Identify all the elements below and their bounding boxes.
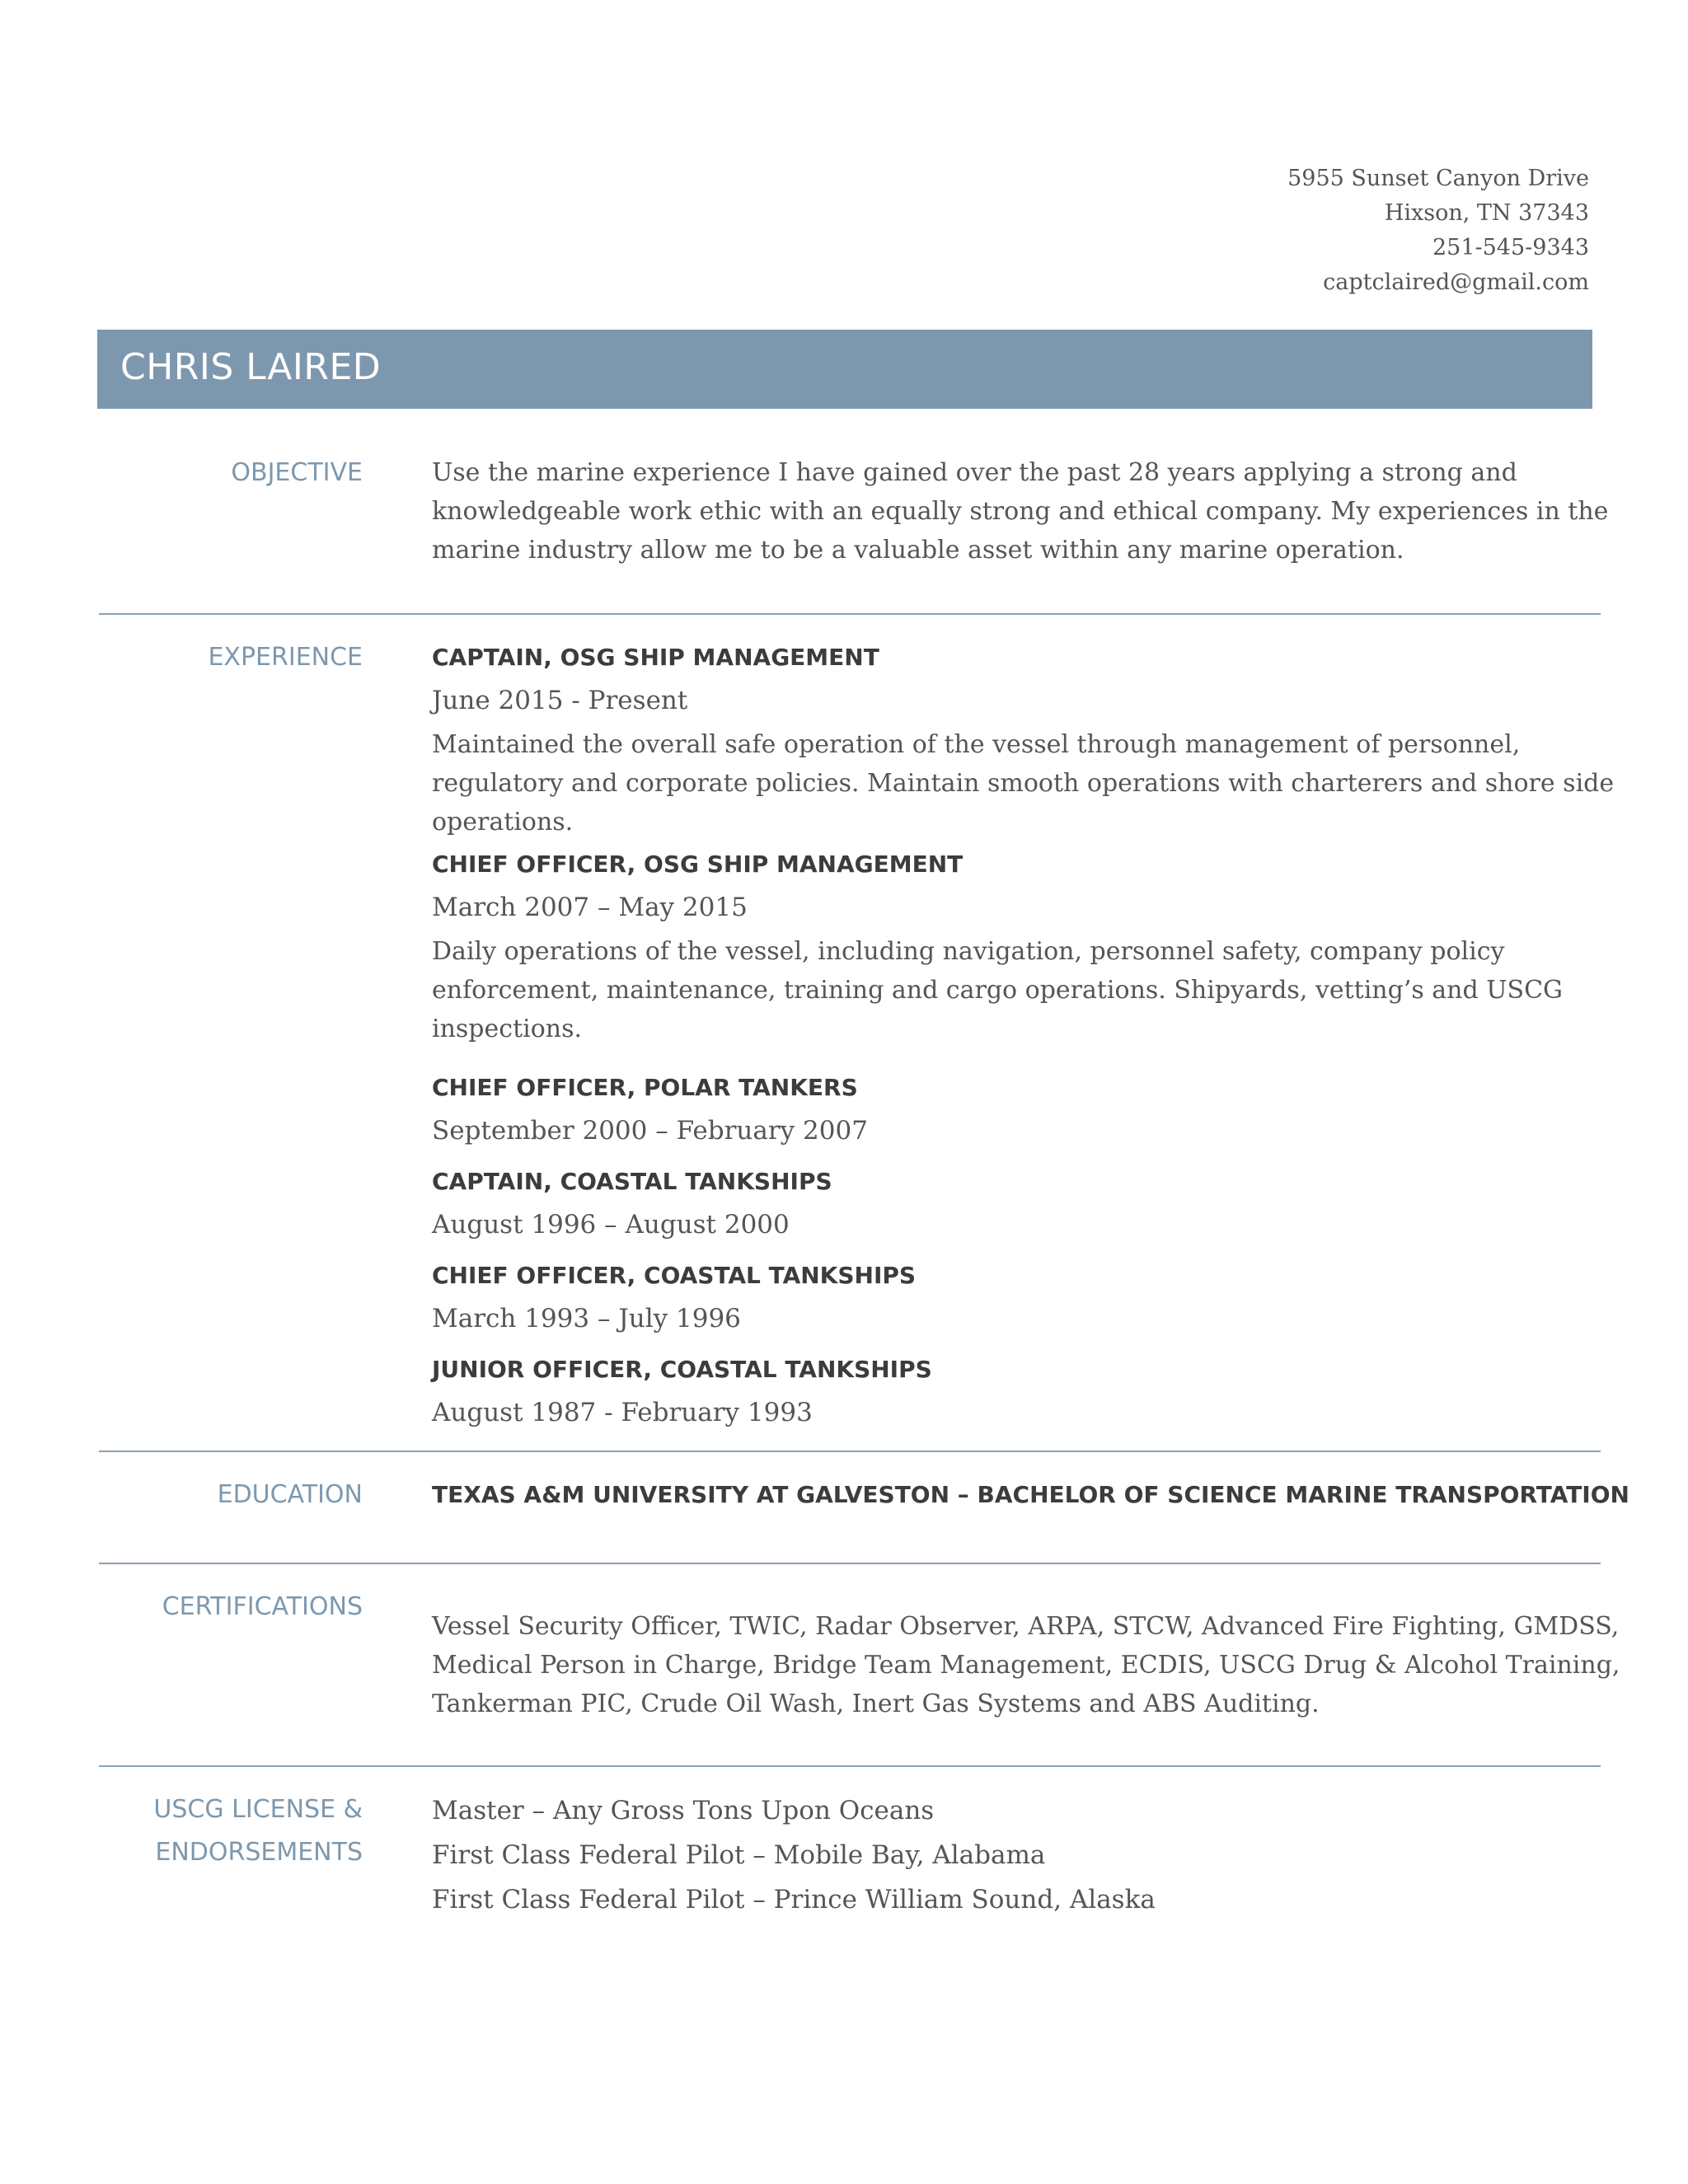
- section-divider: [99, 1451, 1601, 1452]
- section-divider: [99, 1563, 1601, 1564]
- job-dates: March 2007 – May 2015: [432, 893, 748, 922]
- phone-number: 251-545-9343: [1432, 235, 1589, 260]
- objective-text: Use the marine experience I have gained over the past 28 years applying a strong and knowledgeable work ethic with an equally strong and ethical company. My experiences in the marine industry allow me to be a valuable asset within any marine operation.: [432, 458, 1609, 565]
- job-title: CHIEF OFFICER, COASTAL TANKSHIPS: [432, 1262, 917, 1289]
- objective-label: OBJECTIVE: [231, 458, 363, 487]
- candidate-name: CHRIS LAIRED: [120, 346, 382, 388]
- certifications-label: CERTIFICATIONS: [162, 1592, 363, 1621]
- job-title: JUNIOR OFFICER, COASTAL TANKSHIPS: [432, 1356, 932, 1383]
- education-degree: TEXAS A&M UNIVERSITY AT GALVESTON – BACHELOR OF SCIENCE MARINE TRANSPORTATION: [432, 1481, 1629, 1508]
- job-entry: [432, 1353, 1635, 1431]
- license-label-line-1: USCG LICENSE &: [153, 1795, 363, 1824]
- job-title: CAPTAIN, COASTAL TANKSHIPS: [432, 1168, 832, 1195]
- name-banner: [97, 330, 1592, 409]
- license-item: Master – Any Gross Tons Upon Oceans: [432, 1796, 935, 1825]
- license-item: First Class Federal Pilot – Prince William Sound, Alaska: [432, 1885, 1156, 1915]
- job-description: Maintained the overall safe operation of the vessel through management of personnel, regulatory and corporate policies. Maintain smooth operations with charterers and shore side operations.: [432, 730, 1615, 837]
- certifications-text: Vessel Security Officer, TWIC, Radar Observer, ARPA, STCW, Advanced Fire Fighting, GMDSS, Medical Person in Charge, Bridge Team Management, ECDIS, USCG Drug & Alcohol Training, Tankerman PIC, Crude Oil Wash, Inert Gas Systems and ABS Auditing.: [432, 1612, 1620, 1718]
- job-dates: September 2000 – February 2007: [432, 1116, 868, 1146]
- email-address: captclaired@gmail.com: [1323, 269, 1589, 295]
- address-line-2: Hixson, TN 37343: [1384, 200, 1589, 226]
- job-dates: June 2015 - Present: [432, 686, 688, 715]
- address-line-1: 5955 Sunset Canyon Drive: [1287, 166, 1589, 191]
- job-dates: March 1993 – July 1996: [432, 1304, 741, 1333]
- job-entry: [432, 641, 1635, 841]
- job-entry: [432, 1259, 1635, 1337]
- job-title: CAPTAIN, OSG SHIP MANAGEMENT: [432, 644, 879, 671]
- job-entry: [432, 1165, 1635, 1243]
- job-dates: August 1996 – August 2000: [432, 1210, 790, 1240]
- experience-label: EXPERIENCE: [208, 643, 363, 672]
- education-label: EDUCATION: [217, 1480, 363, 1509]
- job-title: CHIEF OFFICER, OSG SHIP MANAGEMENT: [432, 851, 964, 878]
- section-divider: [99, 613, 1601, 615]
- job-entry: [432, 1071, 1635, 1149]
- license-item: First Class Federal Pilot – Mobile Bay, Alabama: [432, 1840, 1046, 1870]
- job-description: Daily operations of the vessel, including navigation, personnel safety, company policy enforcement, maintenance, training and cargo operations. Shipyards, vetting’s and USCG inspections.: [432, 937, 1564, 1043]
- contact-block: [1287, 162, 1589, 300]
- job-entry: [432, 848, 1635, 1048]
- job-dates: August 1987 - February 1993: [432, 1398, 813, 1427]
- job-title: CHIEF OFFICER, POLAR TANKERS: [432, 1074, 858, 1101]
- section-divider: [99, 1765, 1601, 1767]
- license-label-line-2: ENDORSEMENTS: [155, 1838, 363, 1867]
